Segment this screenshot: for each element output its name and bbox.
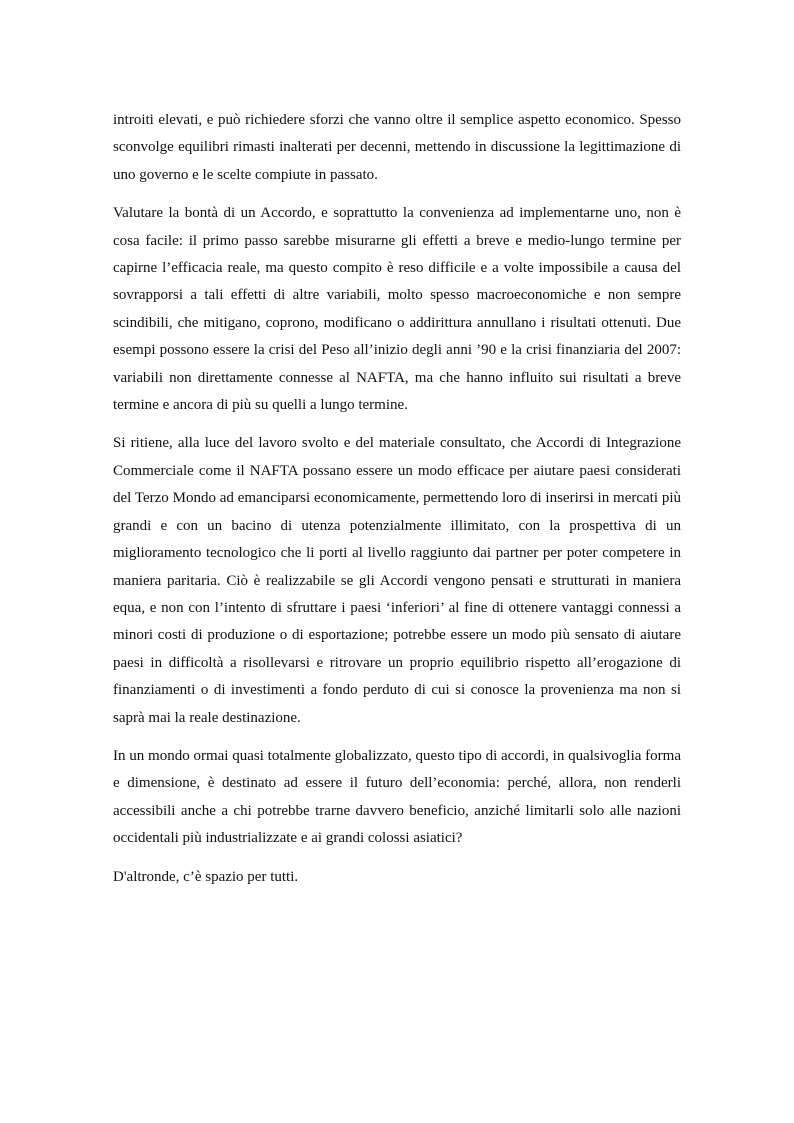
paragraph-4: In un mondo ormai quasi totalmente globalizzato, questo tipo di accordi, in qualsivoglia forma e dimensione, è destinato ad essere il futuro dell’economia: perché, allora, non renderli accessibili anche a chi potrebbe trarne davvero beneficio, anziché limitarli solo alle nazioni occidentali più industrializzate e ai grandi colossi asiatici?	[113, 747, 681, 847]
paragraph-5: D'altronde, c’è spazio per tutti.	[113, 868, 299, 885]
document-page	[113, 107, 681, 902]
paragraph-3: Si ritiene, alla luce del lavoro svolto e del materiale consultato, che Accordi di Integrazione Commerciale come il NAFTA possano essere un modo efficace per aiutare paesi considerati del Terzo Mondo ad emanciparsi economicamente, permettendo loro di inserirsi in mercati più grandi e con un bacino di utenza potenzialmente illimitato, con la prospettiva di un miglioramento tecnologico che li porti al livello raggiunto dai partner per poter competere in maniera paritaria. Ciò è realizzabile se gli Accordi vengono pensati e strutturati in maniera equa, e non con l’intento di sfruttare i paesi ‘inferiori’ al fine di ottenere vantaggi connessi a minori costi di produzione o di esportazione; potrebbe essere un modo più sensato di aiutare paesi in difficoltà a risollevarsi e ritrovare un proprio equilibrio rispetto all’erogazione di finanziamenti o di investimenti a fondo perduto di cui si conosce la provenienza ma non si saprà mai la reale destinazione.	[113, 435, 681, 726]
paragraph-2: Valutare la bontà di un Accordo, e soprattutto la convenienza ad implementarne uno, non è cosa facile: il primo passo sarebbe misurarne gli effetti a breve e medio-lungo termine per capirne l’efficacia reale, ma questo compito è reso difficile e a volte impossibile a causa del sovrapporsi a tali effetti di altre variabili, molto spesso macroeconomiche e non sempre scindibili, che mitigano, coprono, modificano o addirittura annullano i risultati ottenuti. Due esempi possono essere la crisi del Peso all’inizio degli anni ’90 e la crisi finanziaria del 2007: variabili non direttamente connesse al NAFTA, ma che hanno influito sui risultati a breve termine e ancora di più su quelli a lungo termine.	[113, 205, 681, 414]
paragraph-1: introiti elevati, e può richiedere sforzi che vanno oltre il semplice aspetto economico. Spesso sconvolge equilibri rimasti inalterati per decenni, mettendo in discussione la legittimazione di uno governo e le scelte compiute in passato.	[113, 112, 681, 183]
